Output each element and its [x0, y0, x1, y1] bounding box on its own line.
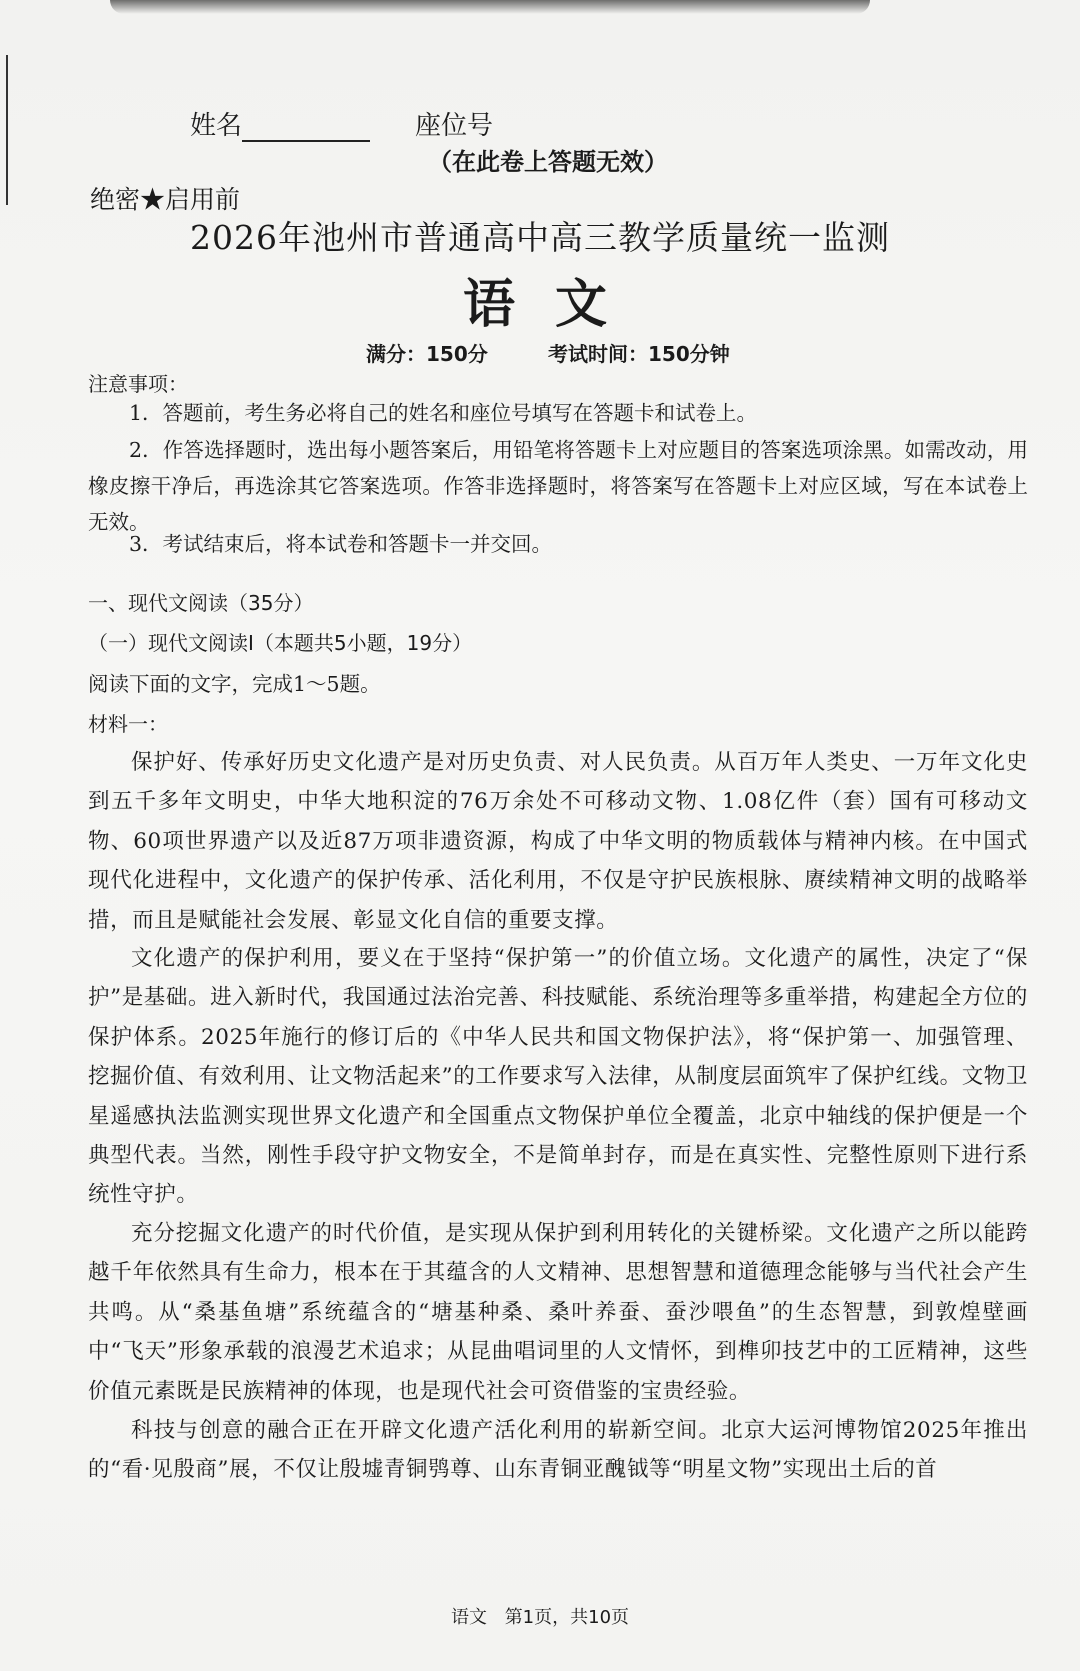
- name-label: 姓名: [190, 111, 243, 141]
- invalid-note: （在此卷上答题无效）: [428, 147, 668, 176]
- full-score: 满分：150分: [366, 342, 488, 366]
- notice-item-2: 2．作答选择题时，选出每小题答案后，用铅笔将答题卡上对应题目的答案选项涂黑。如需改动，用橡皮擦干净后，再选涂其它答案选项。作答非选择题时，将答案写在答题卡上对应区域，写在本试卷上无效。: [88, 438, 1028, 534]
- name-field: [190, 105, 370, 142]
- passage-paragraph-1: 保护好、传承好历史文化遗产是对历史负责、对人民负责。从百万年人类史、一万年文化史到五千多年文明史，中华大地积淀的76万余处不可移动文物、1.08亿件（套）国有可移动文物、60项世界遗产以及近87万项非遗资源，构成了中华文明的物质载体与精神内核。在中国式现代化进程中，文化遗产的保护传承、活化利用，不仅是守护民族根脉、赓续精神文明的战略举措，而且是赋能社会发展、彰显文化自信的重要支撑。: [88, 750, 1028, 933]
- passage-paragraph-4: 科技与创意的融合正在开辟文化遗产活化利用的崭新空间。北京大运河博物馆2025年推出的“看·见殷商”展，不仅让殷墟青铜鸮尊、山东青铜亚醜钺等“明星文物”实现出土后的首: [88, 1418, 1028, 1483]
- scan-shadow: [110, 0, 870, 14]
- name-blank: [242, 112, 370, 142]
- seat-field: [415, 105, 493, 142]
- reading-instruction: 阅读下面的文字，完成1～5题。: [88, 672, 381, 696]
- notice-item-1: 1．答题前，考生务必将自己的姓名和座位号填写在答题卡和试卷上。: [129, 401, 758, 425]
- section-subtitle: （一）现代文阅读Ⅰ（本题共5小题，19分）: [88, 631, 473, 655]
- passage-paragraph-3: 充分挖掘文化遗产的时代价值，是实现从保护到利用转化的关键桥梁。文化遗产之所以能跨越千年依然具有生命力，根本在于其蕴含的人文精神、思想智慧和道德理念能够与当代社会产生共鸣。从“桑基鱼塘”系统蕴含的“塘基种桑、桑叶养蚕、蚕沙喂鱼”的生态智慧，到敦煌壁画中“飞天”形象承载的浪漫艺术追求；从昆曲唱词里的人文情怀，到榫卯技艺中的工匠精神，这些价值元素既是民族精神的体现，也是现代社会可资借鉴的宝贵经验。: [88, 1221, 1028, 1404]
- footer-subject: 语文: [450, 1607, 487, 1628]
- page-footer: [0, 1603, 1080, 1629]
- passage-paragraph-2: 文化遗产的保护利用，要义在于坚持“保护第一”的价值立场。文化遗产的属性，决定了“保护”是基础。进入新时代，我国通过法治完善、科技赋能、系统治理等多重举措，构建起全方位的保护体系。2025年施行的修订后的《中华人民共和国文物保护法》，将“保护第一、加强管理、挖掘价值、有效利用、让文物活起来”的工作要求写入法律，从制度层面筑牢了保护红线。文物卫星遥感执法监测实现世界文化遗产和全国重点文物保护单位全覆盖，北京中轴线的保护便是一个典型代表。当然，刚性手段守护文物安全，不是简单封存，而是在真实性、完整性原则下进行系统性守护。: [88, 946, 1028, 1208]
- scan-edge-line: [6, 55, 8, 205]
- seat-label: 座位号: [415, 111, 494, 141]
- exam-time: 考试时间：150分钟: [548, 342, 730, 366]
- material-label: 材料一：: [88, 712, 168, 736]
- notice-heading: 注意事项：: [88, 372, 188, 396]
- exam-title: 2026年池州市普通高中高三教学质量统一监测: [190, 218, 890, 257]
- footer-page-number: 第1页，共10页: [504, 1607, 630, 1628]
- secret-mark: 绝密★启用前: [90, 185, 241, 214]
- notice-item-3: 3．考试结束后，将本试卷和答题卡一并交回。: [129, 532, 553, 556]
- subject-title: 语文: [462, 274, 647, 335]
- section-title: 一、现代文阅读（35分）: [88, 591, 314, 615]
